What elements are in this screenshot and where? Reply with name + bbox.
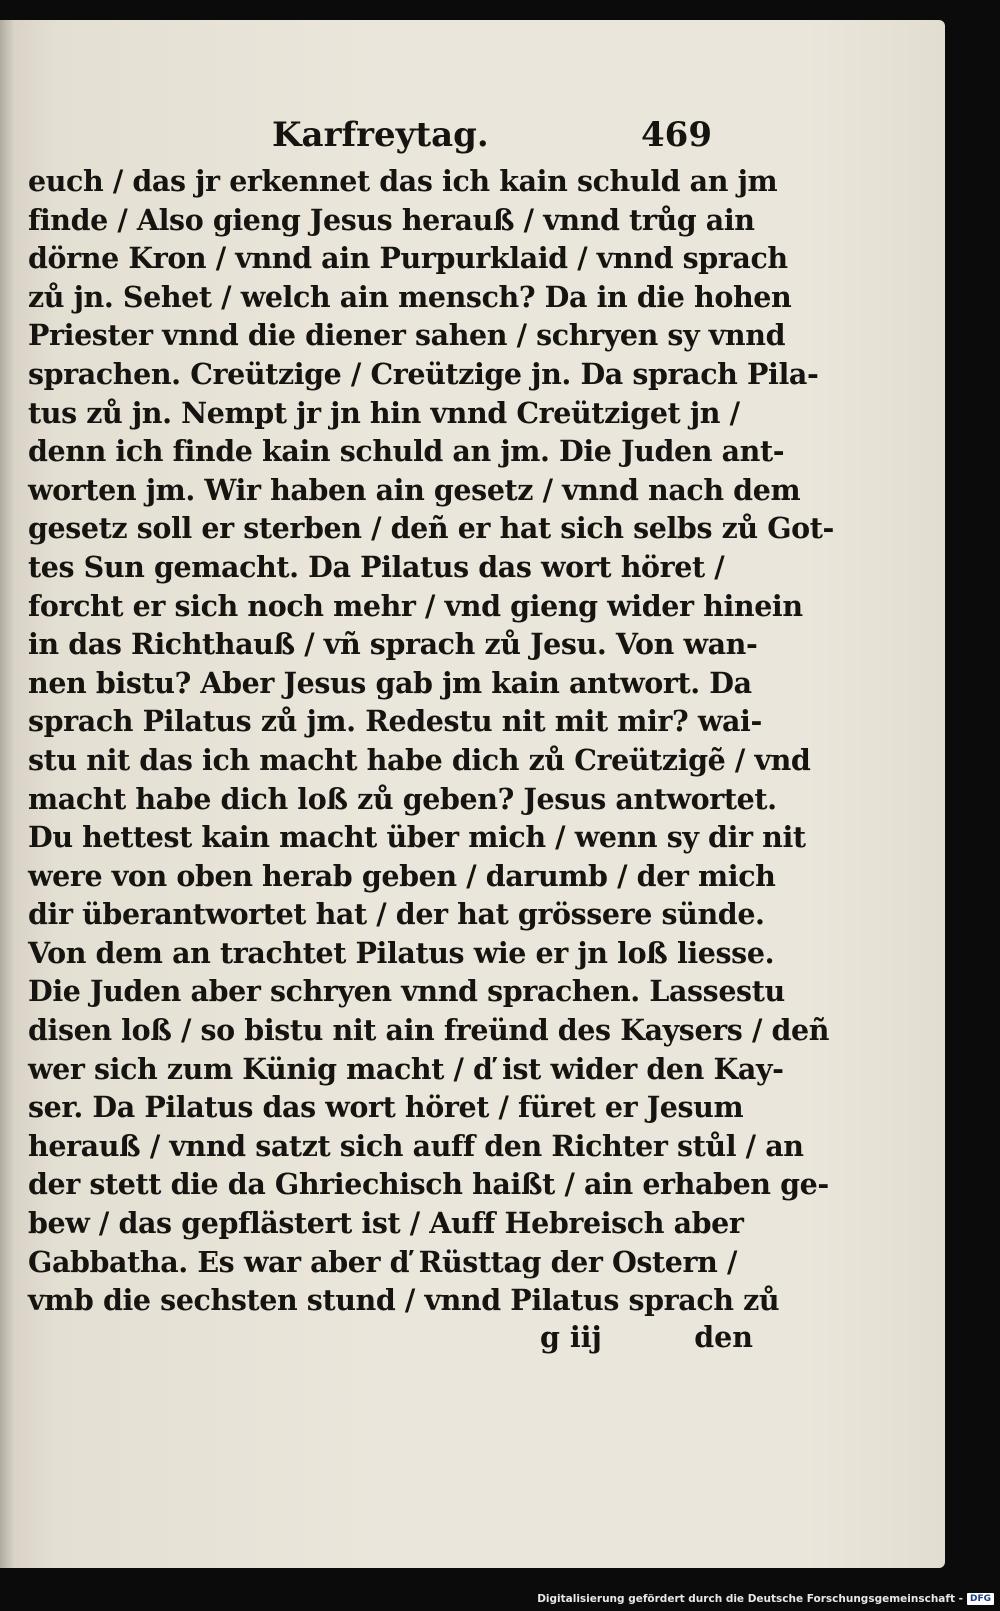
text-line: euch / das jr erkennet das ich kain schuld an jm [28,164,778,198]
running-head: Karfreytag. [272,115,489,155]
text-line: were von oben herab geben / darumb / der mich [28,858,776,893]
text-line: dörne Kron / vnnd ain Purpurklaid / vnnd sprach [28,241,788,276]
text-line: Du hettest kain macht über mich / wenn sy dir nit [28,820,806,855]
body-text [28,162,834,1320]
page-gutter-shadow [0,20,14,1568]
text-line: Die Juden aber schryen vnnd sprachen. Lassestu [28,974,785,1009]
page-header [272,115,712,155]
dfg-logo: DFG [967,1593,994,1605]
text-line: stu nit das ich macht habe dich zů Creützigẽ / vnd [28,742,811,777]
text-line: dir überantwortet hat / der hat grössere sünde. [28,897,765,932]
text-line: vmb die sechsten stund / vnnd Pilatus sprach zů [28,1283,780,1318]
catchline [540,1318,753,1356]
text-line: bew / das gepflästert ist / Auff Hebreisch aber [28,1206,744,1241]
text-line: Gabbatha. Es war aber ď Rüsttag der Ostern / [28,1244,737,1279]
text-line: forcht er sich noch mehr / vnd gieng wider hinein [28,588,803,623]
text-line: wer sich zum Künig macht / ď ist wider den Kay- [28,1051,784,1086]
text-line: zů jn. Sehet / welch ain mensch? Da in die hohen [28,279,792,314]
text-line: tes Sun gemacht. Da Pilatus das wort höret / [28,549,725,584]
digitization-footer [537,1590,994,1608]
text-line: sprach Pilatus zů jm. Redestu nit mit mir? wai- [28,704,762,739]
text-line: sprachen. Creützige / Creützige jn. Da sprach Pila- [28,356,819,391]
text-line: Priester vnnd die diener sahen / schryen sy vnnd [28,318,786,353]
text-line: gesetz soll er sterben / deñ er hat sich selbs zů Got- [28,511,834,546]
text-line: herauß / vnnd satzt sich auff den Richter stůl / an [28,1128,804,1163]
text-line: finde / Also gieng Jesus herauß / vnnd trůg ain [28,202,755,237]
catchword: den [694,1320,753,1354]
signature-mark: g iij [540,1320,602,1354]
text-line: in das Richthauß / vñ sprach zů Jesu. Von wan- [28,627,758,662]
text-line: tus zů jn. Nempt jr jn hin vnnd Creütziget jn / [28,395,740,430]
text-line: macht habe dich loß zů geben? Jesus antwortet. [28,781,777,816]
text-line: worten jm. Wir haben ain gesetz / vnnd nach dem [28,472,801,507]
footer-credit: Digitalisierung gefördert durch die Deutsche Forschungsgemeinschaft - [537,1593,963,1605]
page-number: 469 [641,115,712,155]
text-line: denn ich finde kain schuld an jm. Die Juden ant- [28,434,785,469]
text-line: disen loß / so bistu nit ain freünd des Kaysers / deñ [28,1013,830,1048]
text-line: ser. Da Pilatus das wort höret / füret er Jesum [28,1090,744,1125]
text-line: nen bistu? Aber Jesus gab jm kain antwort. Da [28,665,752,700]
text-line: Von dem an trachtet Pilatus wie er jn loß liesse. [28,935,775,970]
text-line: der stett die da Ghriechisch haißt / ain erhaben ge- [28,1167,829,1202]
